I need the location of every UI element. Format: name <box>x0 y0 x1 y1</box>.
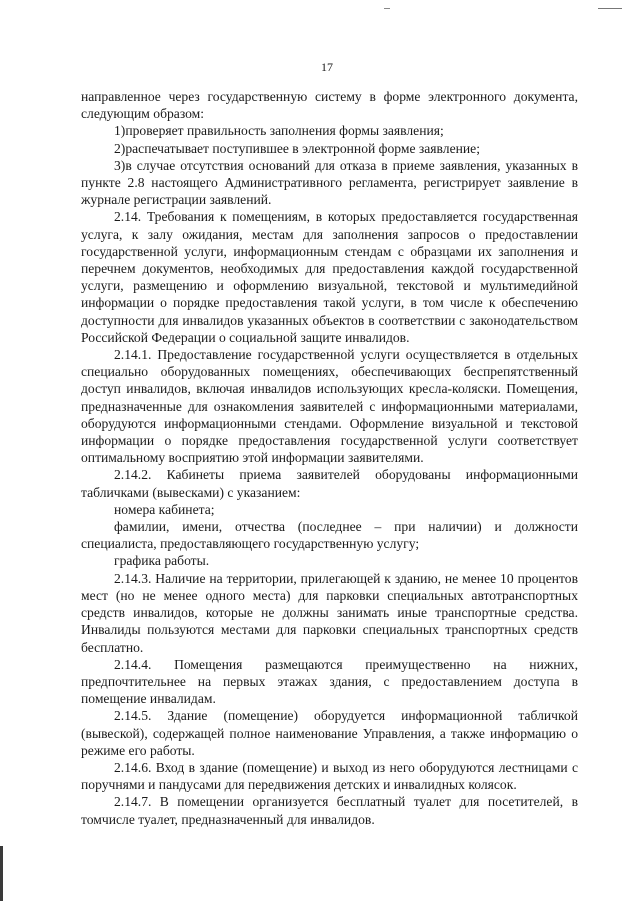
scan-artifact <box>384 8 390 9</box>
paragraph: 2.14.5. Здание (помещение) оборудуется информационной табличкой (вывеской), содержащей полное наименование Управления, а также информацию о режиме его работы. <box>81 708 578 758</box>
paragraph: 2.14.6. Вход в здание (помещение) и выход из него оборудуются лестницами с поручнями и пандусами для передвижения детских и инвалидных колясок. <box>81 759 578 793</box>
page-number: 17 <box>321 60 333 74</box>
list-item: графика работы. <box>114 553 210 569</box>
paragraph: 2.14.2. Кабинеты приема заявителей оборудованы информационными табличками (вывесками) с указанием: <box>81 467 578 500</box>
paragraph: 2.14. Требования к помещениям, в которых предоставляется государственная услуга, к залу ожидания, местам для заполнения запросов о предоставлении государственной услуги, информационным стендам с образцами их заполнения и перечнем документов, необходимых для предоставления каждой государственной услуги, размещению и оформлению визуальной, текстовой и мультимедийной информации о порядке предоставления такой услуги, в том числе к обеспечению доступности для инвалидов указанных объектов в соответствии с законодательством Российской Федерации о социальной защите инвалидов. <box>81 209 578 345</box>
list-item: 1)проверяет правильность заполнения формы заявления; <box>114 123 444 139</box>
paragraph: 2.14.7. В помещении организуется бесплатный туалет для посетителей, в томчисле туалет, предназначенный для инвалидов. <box>81 794 578 827</box>
paragraph: направленное через государственную систему в форме электронного документа, следующим образом: <box>81 89 578 122</box>
paragraph: 2.14.3. Наличие на территории, прилегающей к зданию, не менее 10 процентов мест (но не менее одного места) для парковки специальных автотранспортных средств инвалидов, которые не должны занимать иные транспортные средства. Инвалиды пользуются местами для парковки специальных транспортных средств бесплатно. <box>81 570 578 655</box>
list-item: номера кабинета; <box>114 501 215 517</box>
document-body <box>81 88 578 828</box>
list-item: фамилии, имени, отчества (последнее – при наличии) и должности специалиста, предоставляющего государственную услугу; <box>81 519 578 552</box>
paragraph: 2.14.4. Помещения размещаются преимущественно на нижних, предпочтительнее на первых этажах здания, с предоставлением доступа в помещение инвалидам. <box>81 656 578 707</box>
list-item: 2)распечатывает поступившее в электронной форме заявление; <box>114 140 480 156</box>
paragraph: 2.14.1. Предоставление государственной услуги осуществляется в отдельных специально оборудованных помещениях, обеспечивающих беспрепятственный доступ инвалидов, включая инвалидов использующих кресла-коляски. Помещения, предназначенные для ознакомления заявителей с информационными материалами, оборудуются информационными стендами. Оформление визуальной и текстовой информации о порядке предоставления государственной услуги соответствует оптимальному восприятию этой информации заявителями. <box>81 347 578 466</box>
scan-artifact <box>598 8 622 9</box>
list-item: 3)в случае отсутствия оснований для отказа в приеме заявления, указанных в пункте 2.8 настоящего Административного регламента, регистрирует заявление в журнале регистрации заявлений. <box>81 157 578 208</box>
scan-edge <box>0 846 3 901</box>
